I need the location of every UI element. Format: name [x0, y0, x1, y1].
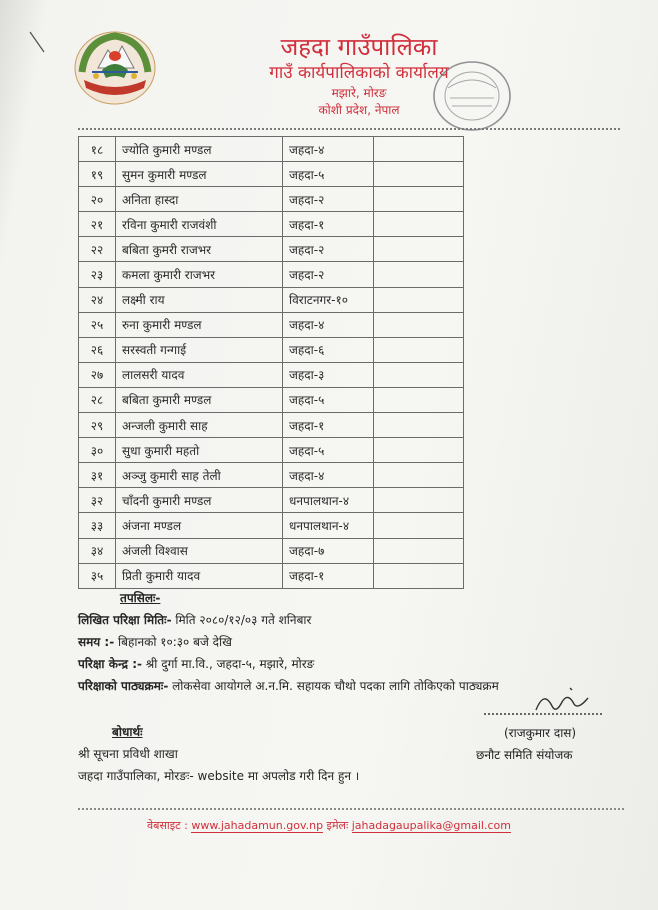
serial-number-cell: २४	[79, 287, 116, 312]
blank-cell	[374, 513, 464, 538]
address-cell: जहदा-१	[283, 563, 374, 588]
candidate-name-cell: कमला कुमारी राजभर	[116, 262, 283, 287]
signatory-name: (राजकुमार दास)	[504, 726, 577, 740]
address-cell: जहदा-५	[283, 162, 374, 187]
candidate-name-cell: रुना कुमारी मण्डल	[116, 312, 283, 337]
website-link[interactable]: www.jahadamun.gov.np	[191, 819, 324, 832]
blank-cell	[374, 262, 464, 287]
blank-cell	[374, 413, 464, 438]
serial-number-cell: १८	[79, 137, 116, 162]
table-row	[79, 538, 464, 563]
serial-number-cell: ३०	[79, 438, 116, 463]
address-cell: जहदा-५	[283, 387, 374, 412]
serial-number-cell: २७	[79, 362, 116, 387]
serial-number-cell: २३	[79, 262, 116, 287]
blank-cell	[374, 538, 464, 563]
address-cell: जहदा-१	[283, 212, 374, 237]
table-row	[79, 262, 464, 287]
exam-date-label: लिखित परिक्षा मितिः-	[78, 613, 172, 627]
table-row	[79, 287, 464, 312]
blank-cell	[374, 137, 464, 162]
table-row	[79, 513, 464, 538]
time-label: समय :-	[78, 635, 115, 649]
serial-number-cell: २१	[79, 212, 116, 237]
header-divider	[78, 128, 620, 130]
serial-number-cell: ३३	[79, 513, 116, 538]
table-row	[79, 387, 464, 412]
blank-cell	[374, 162, 464, 187]
serial-number-cell: ३५	[79, 563, 116, 588]
signature-line	[484, 713, 602, 715]
footer-divider	[78, 808, 624, 810]
address-cell: जहदा-३	[283, 362, 374, 387]
address-cell: जहदा-४	[283, 137, 374, 162]
blank-cell	[374, 337, 464, 362]
address-cell: जहदा-२	[283, 237, 374, 262]
candidate-name-cell: चाँदनी कुमारी मण्डल	[116, 488, 283, 513]
email-link[interactable]: jahadagaupalika@gmail.com	[351, 819, 511, 832]
candidate-name-cell: बबिता कुमारी मण्डल	[116, 387, 283, 412]
blank-cell	[374, 463, 464, 488]
table-row	[79, 362, 464, 387]
blank-cell	[374, 237, 464, 262]
info-line-2: जहदा गाउँपालिका, मोरङः- website मा अपलोड गरी दिन हुन ।	[78, 769, 360, 783]
address-cell: जहदा-२	[283, 187, 374, 212]
serial-number-cell: १९	[79, 162, 116, 187]
address-cell: जहदा-७	[283, 538, 374, 563]
address-cell: जहदा-६	[283, 337, 374, 362]
website-label: वेबसाइट :	[147, 819, 192, 832]
serial-number-cell: २९	[79, 413, 116, 438]
serial-number-cell: ३२	[79, 488, 116, 513]
serial-number-cell: २५	[79, 312, 116, 337]
address-line-2: कोशी प्रदेश, नेपाल	[318, 103, 400, 117]
table-row	[79, 337, 464, 362]
address-cell: जहदा-४	[283, 463, 374, 488]
blank-cell	[374, 187, 464, 212]
table-row	[79, 312, 464, 337]
serial-number-cell: २०	[79, 187, 116, 212]
address-line-1: मझारे, मोरङ	[331, 86, 387, 100]
table-row	[79, 237, 464, 262]
serial-number-cell: २६	[79, 337, 116, 362]
notes-heading: तपसिलः-	[120, 591, 161, 605]
org-name: जहदा गाउँपालिका	[280, 33, 438, 61]
address-cell: धनपालथान-४	[283, 488, 374, 513]
email-label: इमेलः	[323, 819, 352, 832]
table-row	[79, 463, 464, 488]
table-row	[79, 187, 464, 212]
blank-cell	[374, 362, 464, 387]
info-line-1: श्री सूचना प्रविधी शाखा	[78, 747, 178, 761]
candidate-name-cell: ज्योति कुमारी मण्डल	[116, 137, 283, 162]
candidate-name-cell: अनिता हास्दा	[116, 187, 283, 212]
serial-number-cell: २८	[79, 387, 116, 412]
blank-cell	[374, 563, 464, 588]
exam-center-value: श्री दुर्गा मा.वि., जहदा-५, मझारे, मोरङ	[141, 657, 315, 671]
candidate-name-cell: अञ्जु कुमारी साह तेली	[116, 463, 283, 488]
candidate-name-cell: अंजना मण्डल	[116, 513, 283, 538]
candidate-name-cell: अन्जली कुमारी साह	[116, 413, 283, 438]
syllabus-value: लोकसेवा आयोगले अ.न.मि. सहायक चौथो पदका लागि तोकिएको पाठ्यक्रम	[168, 679, 499, 693]
table-row	[79, 563, 464, 588]
candidate-name-cell: लालसरी यादव	[116, 362, 283, 387]
address-cell: धनपालथान-४	[283, 513, 374, 538]
serial-number-cell: २२	[79, 237, 116, 262]
table-row	[79, 212, 464, 237]
candidate-name-cell: रविना कुमारी राजवंशी	[116, 212, 283, 237]
candidate-name-cell: प्रिती कुमारी यादव	[116, 563, 283, 588]
table-row	[79, 413, 464, 438]
blank-cell	[374, 387, 464, 412]
candidate-name-cell: सरस्वती गन्गाई	[116, 337, 283, 362]
address-cell: जहदा-१	[283, 413, 374, 438]
table-row	[79, 438, 464, 463]
serial-number-cell: ३४	[79, 538, 116, 563]
address-cell: जहदा-२	[283, 262, 374, 287]
syllabus-label: परिक्षाको पाठ्यक्रमः-	[78, 679, 169, 693]
exam-center-label: परिक्षा केन्द्र :-	[78, 657, 142, 671]
office-name: गाउँ कार्यपालिकाको कार्यालय	[269, 63, 449, 83]
letterhead	[0, 0, 658, 135]
candidate-name-cell: बबिता कुमरी राजभर	[116, 237, 283, 262]
candidate-name-cell: अंजली विश्वास	[116, 538, 283, 563]
table-row	[79, 488, 464, 513]
candidate-name-cell: सुधा कुमारी महतो	[116, 438, 283, 463]
exam-date-value: मिति २०८०/१२/०३ गते शनिबार	[171, 613, 312, 627]
signatory-title: छनौट समिति संयोजक	[476, 748, 573, 762]
blank-cell	[374, 212, 464, 237]
blank-cell	[374, 312, 464, 337]
candidate-name-cell: सुमन कुमारी मण्डल	[116, 162, 283, 187]
address-cell: जहदा-५	[283, 438, 374, 463]
blank-cell	[374, 287, 464, 312]
footer	[0, 818, 658, 833]
table-row	[79, 162, 464, 187]
candidate-table	[78, 136, 464, 589]
serial-number-cell: ३१	[79, 463, 116, 488]
candidate-name-cell: लक्ष्मी राय	[116, 287, 283, 312]
blank-cell	[374, 488, 464, 513]
blank-cell	[374, 438, 464, 463]
info-heading: बोधार्थः	[112, 725, 143, 739]
office-seal-stamp-icon	[430, 58, 514, 134]
table-row	[79, 137, 464, 162]
address-cell: विराटनगर-१०	[283, 287, 374, 312]
time-value: बिहानको १०:३० बजे देखि	[114, 635, 232, 649]
address-cell: जहदा-४	[283, 312, 374, 337]
